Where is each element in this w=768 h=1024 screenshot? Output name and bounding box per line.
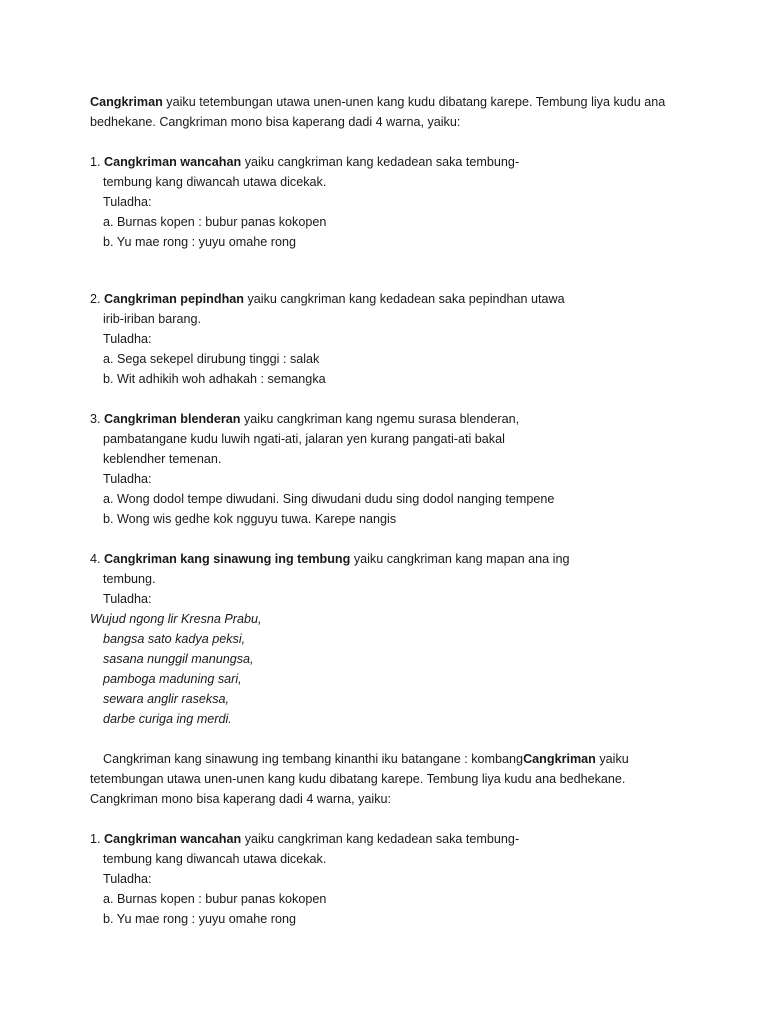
section-4-number: 4. xyxy=(90,552,105,566)
section-4-term: Cangkriman kang sinawung ing tembung xyxy=(104,552,351,566)
poem-line: sasana nunggil manungsa, xyxy=(103,652,254,666)
closing-term: Cangkriman xyxy=(523,752,596,766)
section-1-heading xyxy=(90,152,519,172)
section-5-tuladha: Tuladha: xyxy=(103,872,152,886)
section-5-example-a: a. Burnas kopen : bubur panas kokopen xyxy=(103,892,327,906)
section-4-tuladha: Tuladha: xyxy=(103,592,152,606)
section-4-text-1: yaiku cangkriman kang mapan ana ing xyxy=(350,552,570,566)
section-3-tuladha: Tuladha: xyxy=(103,472,152,486)
poem-line: Wujud ngong lir Kresna Prabu, xyxy=(90,612,262,626)
section-2-example-b: b. Wit adhikih woh adhakah : semangka xyxy=(103,372,326,386)
intro-line-2: bedhekane. Cangkriman mono bisa kaperang dadi 4 warna, yaiku: xyxy=(90,115,461,129)
section-3-number: 3. xyxy=(90,412,105,426)
section-2-text-1: yaiku cangkriman kang kedadean saka pepindhan utawa xyxy=(243,292,565,306)
intro-term: Cangkriman xyxy=(90,95,163,109)
section-3-heading xyxy=(90,409,519,429)
section-1-term: Cangkriman wancahan xyxy=(104,155,242,169)
section-5-text-2: tembung kang diwancah utawa dicekak. xyxy=(103,852,327,866)
section-5-text-1: yaiku cangkriman kang kedadean saka tembung- xyxy=(241,832,520,846)
closing-line-2: tetembungan utawa unen-unen kang kudu dibatang karepe. Tembung liya kudu ana bedhekane. xyxy=(90,772,626,786)
section-3-example-b: b. Wong wis gedhe kok ngguyu tuwa. Karepe nangis xyxy=(103,512,397,526)
section-1-example-a: a. Burnas kopen : bubur panas kokopen xyxy=(103,215,327,229)
section-5-term: Cangkriman wancahan xyxy=(104,832,242,846)
section-3-example-a: a. Wong dodol tempe diwudani. Sing diwudani dudu sing dodol nanging tempene xyxy=(103,492,555,506)
section-2-number: 2. xyxy=(90,292,105,306)
closing-text-1: Cangkriman kang sinawung ing tembang kinanthi iku batangane : kombang xyxy=(103,752,524,766)
section-2-example-a: a. Sega sekepel dirubung tinggi : salak xyxy=(103,352,320,366)
poem-line: bangsa sato kadya peksi, xyxy=(103,632,246,646)
poem-line: pamboga maduning sari, xyxy=(103,672,242,686)
section-5-number: 1. xyxy=(90,832,105,846)
poem-line: sewara anglir raseksa, xyxy=(103,692,229,706)
intro-text-1: yaiku tetembungan utawa unen-unen kang kudu dibatang karepe. Tembung liya kudu ana xyxy=(162,95,666,109)
section-2-heading xyxy=(90,289,565,309)
closing-text-1b: yaiku xyxy=(595,752,629,766)
intro-line-1 xyxy=(90,92,665,112)
closing-line-3: Cangkriman mono bisa kaperang dadi 4 warna, yaiku: xyxy=(90,792,392,806)
section-4-heading xyxy=(90,549,569,569)
section-1-text-2: tembung kang diwancah utawa dicekak. xyxy=(103,175,327,189)
section-2-tuladha: Tuladha: xyxy=(103,332,152,346)
section-3-text-1: yaiku cangkriman kang ngemu surasa blenderan, xyxy=(240,412,520,426)
poem-line: darbe curiga ing merdi. xyxy=(103,712,232,726)
section-1-example-b: b. Yu mae rong : yuyu omahe rong xyxy=(103,235,296,249)
section-1-text-1: yaiku cangkriman kang kedadean saka tembung- xyxy=(241,155,520,169)
section-3-text-3: keblendher temenan. xyxy=(103,452,222,466)
section-2-text-2: irib-iriban barang. xyxy=(103,312,202,326)
section-2-term: Cangkriman pepindhan xyxy=(104,292,244,306)
section-5-heading xyxy=(90,829,519,849)
section-4-text-2: tembung. xyxy=(103,572,156,586)
section-3-term: Cangkriman blenderan xyxy=(104,412,241,426)
section-1-tuladha: Tuladha: xyxy=(103,195,152,209)
section-5-example-b: b. Yu mae rong : yuyu omahe rong xyxy=(103,912,296,926)
closing-line-1 xyxy=(103,749,629,769)
section-3-text-2: pambatangane kudu luwih ngati-ati, jalaran yen kurang pangati-ati bakal xyxy=(103,432,505,446)
section-1-number: 1. xyxy=(90,155,105,169)
